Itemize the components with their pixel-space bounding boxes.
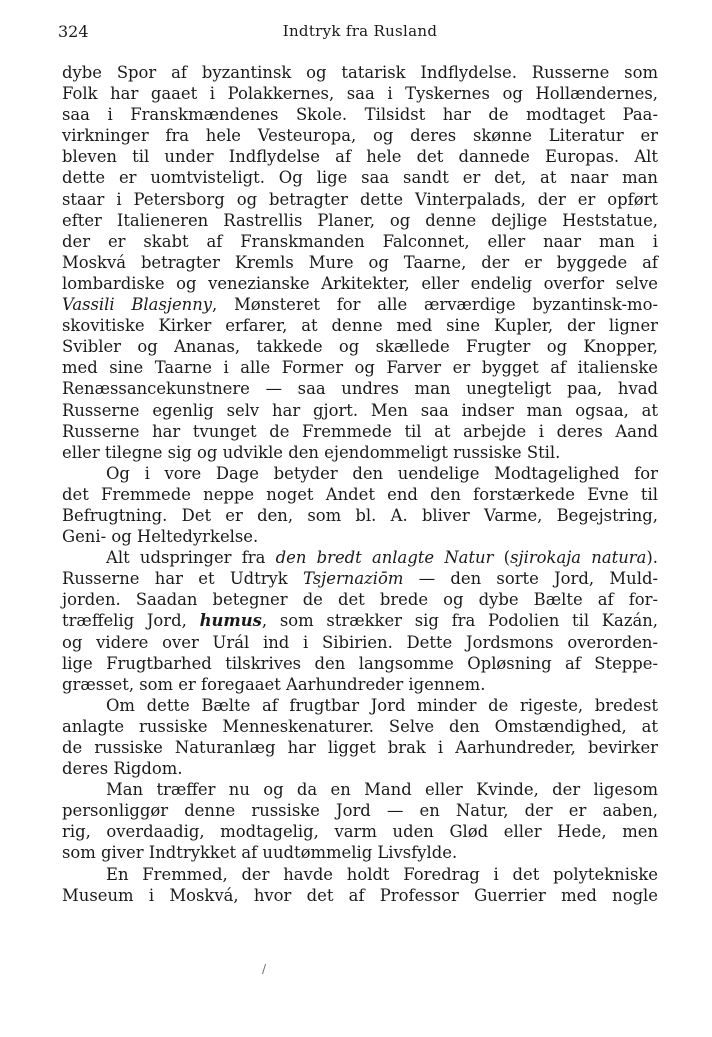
text-line: Museum i Moskvá, hvor det af Professor Guerrier med nogle (62, 885, 658, 905)
text-line: Moskvá betragter Kremls Mure og Taarne, der er byggede af (62, 252, 658, 272)
text-line: skovitiske Kirker erfarer, at denne med sine Kupler, der ligner (62, 316, 658, 336)
text-line: Om dette Bælte af frugtbar Jord minder de rigeste, bredest (106, 695, 658, 715)
text-line: lombardiske og venezianske Arkitekter, eller endelig overfor selve (62, 273, 658, 293)
text-line: Russerne egenlig selv har gjort. Men saa indser man ogsaa, at (62, 400, 658, 420)
book-page (58, 18, 658, 906)
text-line: staar i Petersborg og betragter dette Vinterpalads, der er opført (62, 189, 658, 209)
text-line: dette er uomtvisteligt. Og lige saa sandt er det, at naar man (62, 168, 658, 188)
text-line: de russiske Naturanlæg har ligget brak i Aarhundreder, bevirker (62, 738, 658, 757)
italic-title: Vassili Blasjenny (62, 295, 213, 315)
text-line: træffelig Jord, humus, som strækker sig fra Podolien til Kazán, (62, 611, 658, 631)
text-line: lige Frugtbarhed tilskrives den langsomme Opløsning af Steppe- (62, 653, 658, 673)
text-line: En Fremmed, der havde holdt Foredrag i det polytekniske (106, 864, 658, 884)
stray-mark: / (262, 962, 267, 976)
text-line: bleven til under Indflydelse af hele det dannede Europas. Alt (62, 147, 658, 167)
text-line: personliggør denne russiske Jord — en Natur, der er aaben, (62, 801, 658, 821)
text-line: efter Italieneren Rastrellis Planer, og denne dejlige Heststatue, (62, 210, 658, 230)
text-line: Renæssancekunstnere — saa undres man unegteligt paa, hvad (62, 379, 658, 399)
text-line: Russerne har tvunget de Fremmede til at arbejde i deres Aand (62, 421, 658, 441)
text-line: Geni- og Heltedyrkelse. (62, 527, 259, 547)
text-line: det Fremmede neppe noget Andet end den forstærkede Evne til (62, 484, 658, 504)
text-line: anlagte russiske Menneskenaturer. Selve den Omstændighed, at (62, 716, 658, 736)
text-line: Og i vore Dage betyder den uendelige Modtagelighed for (106, 463, 658, 483)
body-text (62, 62, 658, 906)
text-line: Befrugtning. Det er den, som bl. A. bliver Varme, Begejstring, (62, 505, 658, 525)
text-line: Alt udspringer fra den bredt anlagte Natur (sjirokaja natura). (106, 548, 658, 568)
text-line: som giver Indtrykket af uudtømmelig Livsfylde. (62, 843, 458, 863)
text-line: græsset, som er foregaaet Aarhundreder igennem. (62, 674, 486, 694)
text-line: dybe Spor af byzantinsk og tatarisk Indflydelse. Russerne som (62, 63, 658, 82)
text-line: og videre over Urál ind i Sibirien. Dette Jordsmons overorden- (62, 632, 658, 652)
text-line: Folk har gaaet i Polakkernes, saa i Tyskernes og Hollændernes, (62, 84, 658, 104)
text-line: der er skabt af Franskmanden Falconnet, eller naar man i (62, 231, 658, 251)
text-line: Russerne har et Udtryk Tsjernaziōm — den sorte Jord, Muld- (62, 569, 658, 589)
text-line: eller tilegne sig og udvikle den ejendommeligt russiske Stil. (62, 442, 561, 462)
text-line: Man træffer nu og da en Mand eller Kvinde, der ligesom (106, 780, 658, 800)
page-header (58, 18, 658, 48)
page-number: 324 (58, 22, 89, 41)
text-line: Svibler og Ananas, takkede og skællede Frugter og Knopper, (62, 337, 658, 357)
text-line: rig, overdaadig, modtagelig, varm uden Glød eller Hede, men (62, 822, 658, 842)
text-line: deres Rigdom. (62, 759, 183, 779)
text-line: saa i Franskmændenes Skole. Tilsidst har de modtaget Paa- (62, 105, 658, 125)
text-line: virkninger fra hele Vesteuropa, og deres skønne Literatur er (62, 126, 658, 146)
text-line: Vassili Blasjenny, Mønsteret for alle ærværdige byzantinsk-mo- (62, 295, 658, 315)
text-line: jorden. Saadan betegner de det brede og dybe Bælte af for- (62, 590, 658, 610)
text-line: med sine Taarne i alle Former og Farver er bygget af italienske (62, 358, 658, 378)
running-head: Indtryk fra Rusland (282, 22, 438, 40)
